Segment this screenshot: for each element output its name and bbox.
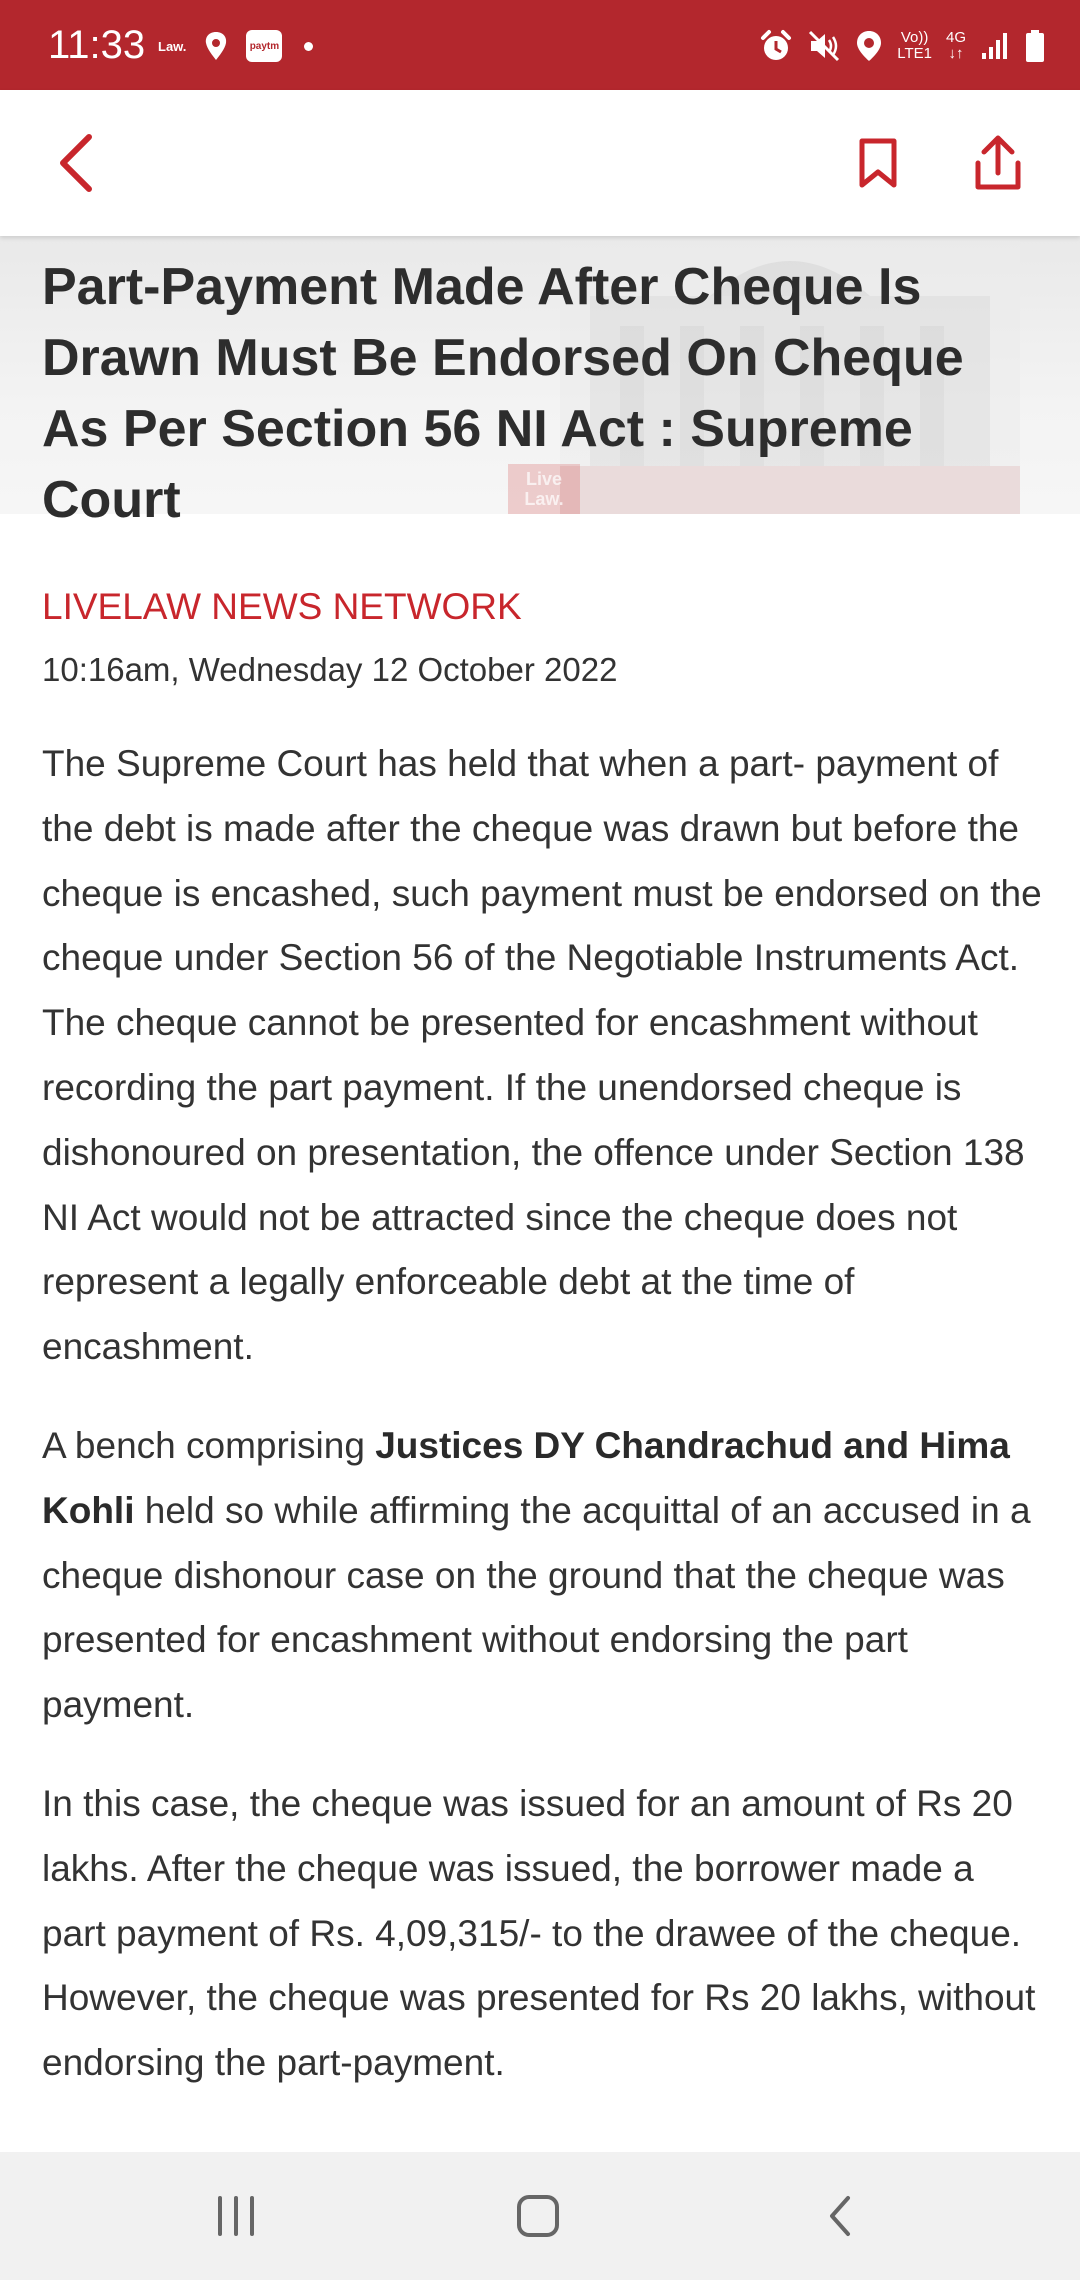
mute-icon [807,29,841,63]
livelaw-notification-icon: Law. [158,38,187,54]
article-author[interactable]: LIVELAW NEWS NETWORK [42,586,522,627]
home-button[interactable] [488,2180,588,2252]
paragraph-text: A bench comprising [42,1424,376,1466]
back-arrow-icon [53,133,97,193]
system-back-button[interactable] [790,2180,890,2252]
paragraph-text: held so while affirming the acquittal of an accused in a cheque dishonour case on the ground that the cheque was presented for encashment without endorsing the part payment. [42,1489,1031,1726]
share-icon [972,133,1024,193]
swiggy-notification-icon [202,30,230,62]
livelaw-watermark-logo: Live Law. [508,464,580,514]
volte-icon: Vo)) LTE1 [897,29,932,62]
article-date: 10:16am, Wednesday 12 October 2022 [42,651,618,688]
signal-icon [980,31,1010,61]
bookmark-button[interactable] [848,128,908,198]
recent-apps-button[interactable] [186,2180,286,2252]
article-title: Part-Payment Made After Cheque Is Drawn Must Be Endorsed On Cheque As Per Section 56 NI Act : Supreme Court [42,258,964,529]
battery-icon [1024,29,1046,63]
system-back-icon [822,2192,858,2240]
article-paragraph [42,1414,1042,1738]
more-notifications-dot [304,42,313,51]
back-button[interactable] [44,126,106,200]
article-paragraph: The Supreme Court has held that when a part- payment of the debt is made after the cheque was drawn but before the cheque is encashed, such payment must be endorsed on the cheque under Section 56 of the Negotiable Instruments Act. The cheque cannot be presented for encashment without recording the part payment. If the unendorsed cheque is dishonoured on presentation, the offence under Section 138 NI Act would not be attracted since the cheque does not represent a legally enforceable debt at the time of encashment. [42,743,1042,1368]
article-body [42,732,1042,2130]
bookmark-icon [857,137,899,189]
notification-icons [158,30,313,62]
article-paragraph: In this case, the cheque was issued for an amount of Rs 20 lakhs. After the cheque was issued, the borrower made a part payment of Rs. 4,09,315/- to the drawee of the cheque. However, the cheque was presented for Rs 20 lakhs, without endorsing the part-payment. [42,1782,1036,2084]
recent-apps-icon [211,2194,261,2238]
alarm-icon [759,29,793,63]
home-icon [514,2192,562,2240]
location-icon [855,29,883,63]
4g-data-icon: 4G ↓↑ [945,29,966,62]
paytm-notification-icon: paytm [246,30,282,62]
system-navigation-bar [0,2152,1080,2280]
share-button[interactable] [966,126,1030,200]
top-app-bar [0,90,1080,236]
bench-names: Justices DY Chandrachud and Hima Kohli [42,1424,1010,1531]
status-time: 11:33 [48,23,146,67]
system-status-icons [759,26,1046,66]
status-bar [0,0,1080,90]
